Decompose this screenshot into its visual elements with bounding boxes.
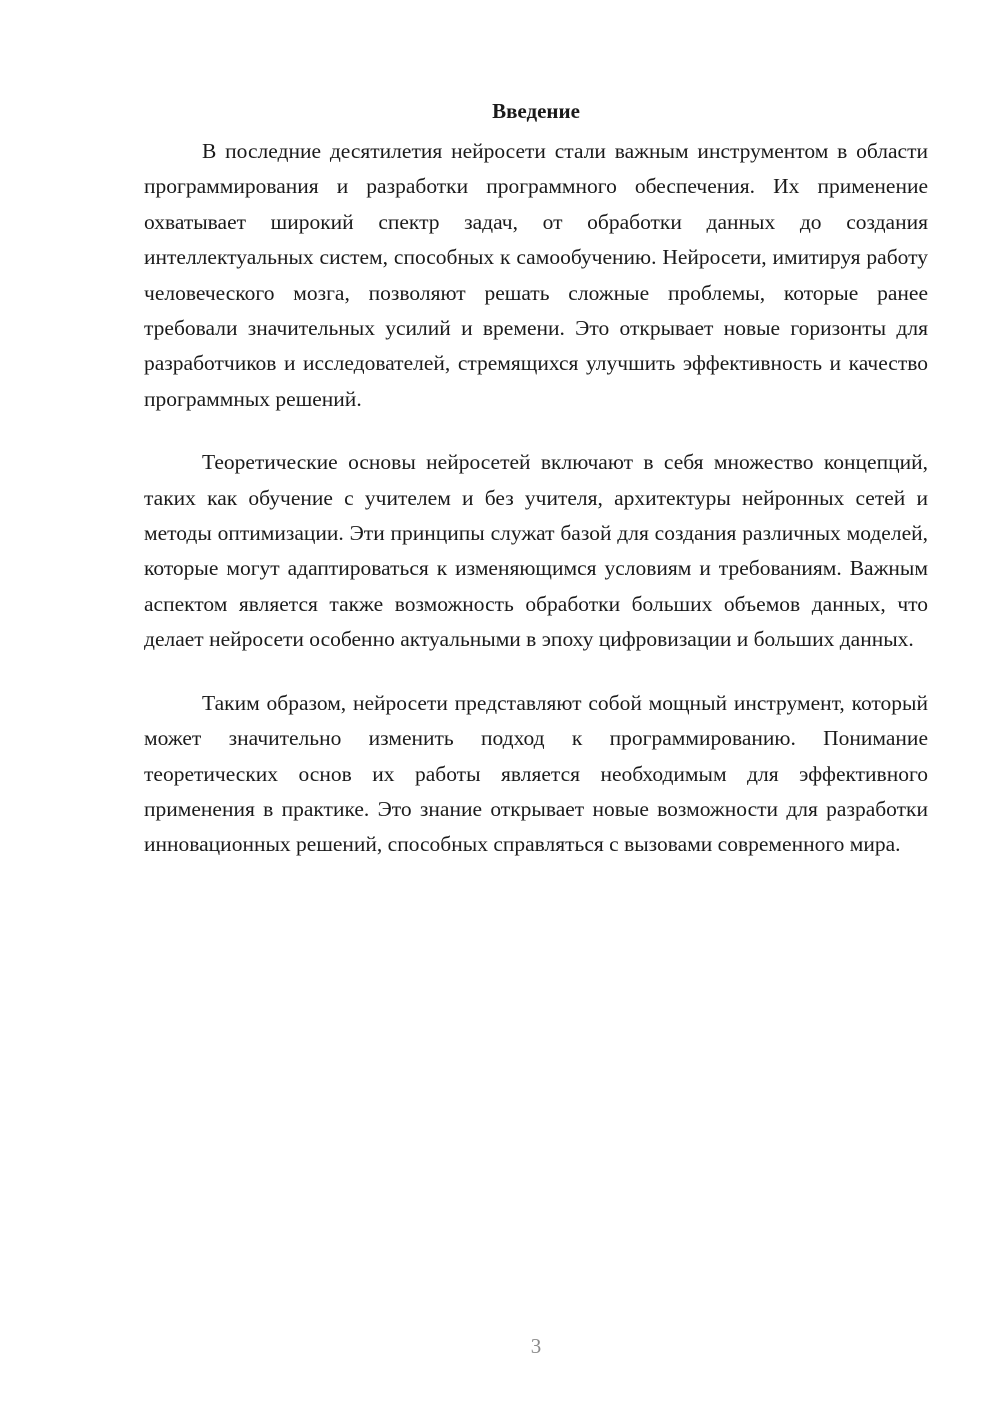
paragraph-3: Таким образом, нейросети представляют собой мощный инструмент, который может значительно изменить подход к программированию. Понимание теоретических основ их работы является необходимым для эффективного применения в практике. Это знание открывает новые возможности для разработки инновационных решений, способных справляться с вызовами современного мира. [144,690,928,857]
section-title: Введение [492,99,580,123]
page-number: 3 [530,1334,542,1358]
paragraph-1: В последние десятилетия нейросети стали важным инструментом в области программирования и разработки программного обеспечения. Их применение охватывает широкий спектр задач, от обработки данных до создания интеллектуальных систем, способных к самообучению. Нейросети, имитируя работу человеческого мозга, позволяют решать сложные проблемы, которые ранее требовали значительных усилий и времени. Это открывает новые горизонты для разработчиков и исследователей, стремящихся улучшить эффективность и качество программных решений. [144,139,928,411]
page-content [144,94,928,863]
paragraph-2: Теоретические основы нейросетей включают в себя множество концепций, таких как обучение с учителем и без учителя, архитектуры нейронных сетей и методы оптимизации. Эти принципы служат базой для создания различных моделей, которые могут адаптироваться к изменяющимся условиям и требованиям. Важным аспектом является также возможность обработки больших объемов данных, что делает нейросети особенно актуальными в эпоху цифровизации и больших данных. [144,450,928,652]
